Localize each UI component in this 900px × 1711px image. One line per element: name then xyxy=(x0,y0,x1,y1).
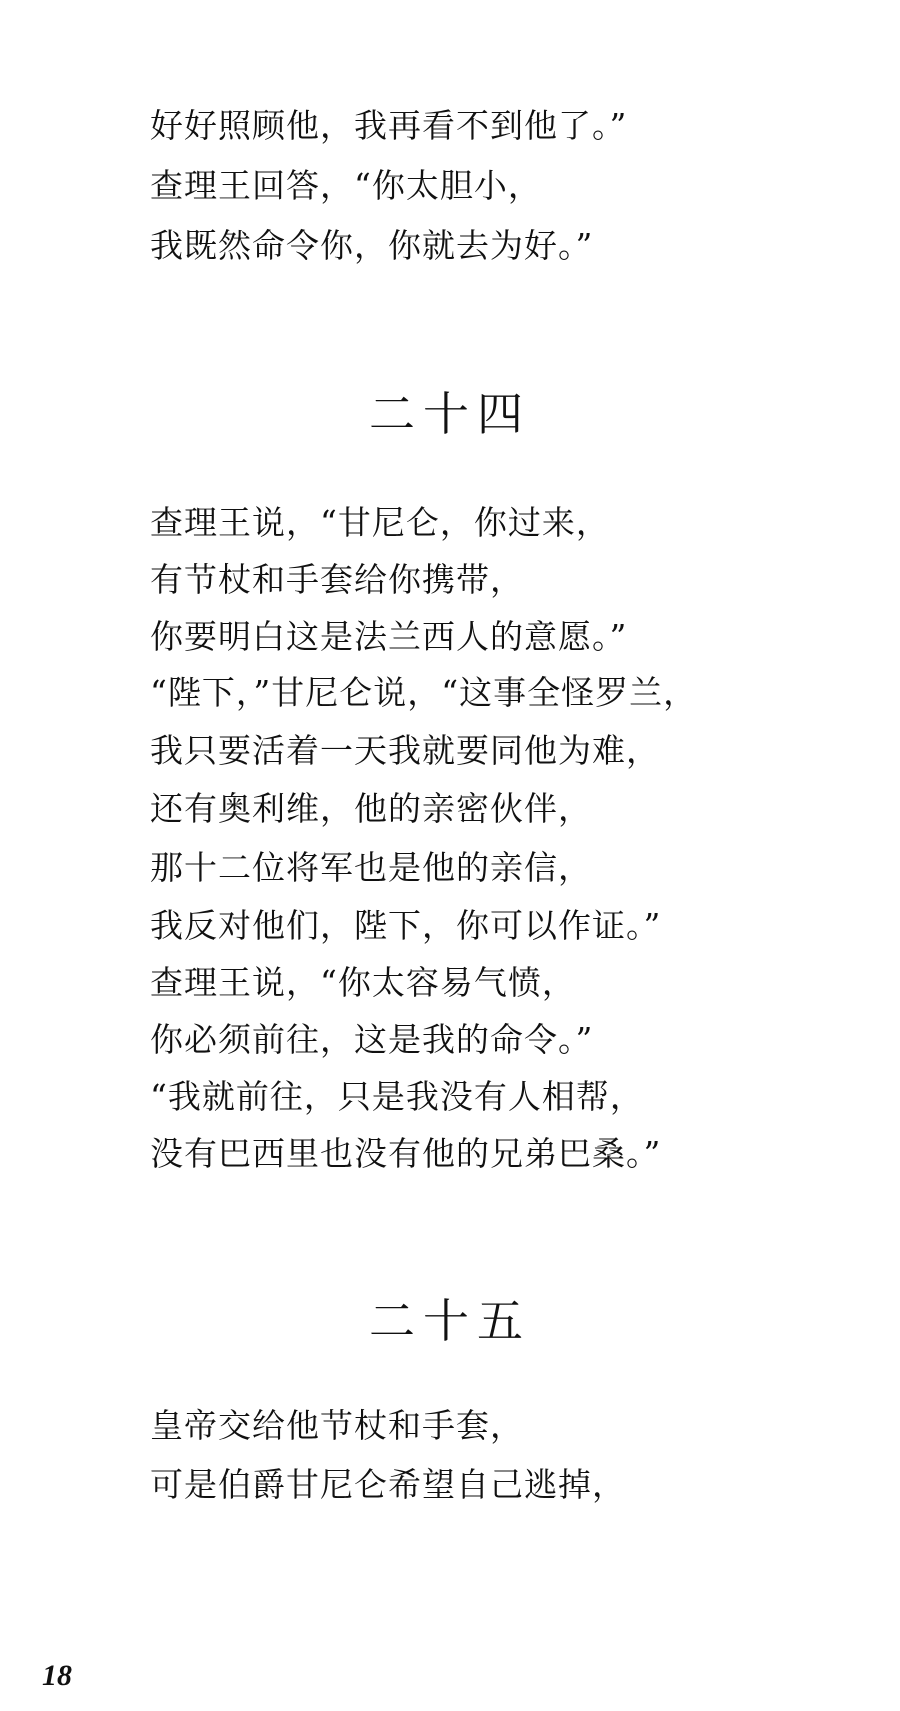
verse-line: 查理王说，“甘尼仑，你过来， xyxy=(150,503,610,542)
verse-line: 有节杖和手套给你携带， xyxy=(150,560,524,599)
stanza-heading: 二十五 xyxy=(369,1294,531,1348)
verse-line: 查理王回答，“你太胆小， xyxy=(150,166,542,205)
verse-line: 你必须前往，这是我的命令。” xyxy=(150,1020,594,1059)
verse-line: 皇帝交给他节杖和手套， xyxy=(150,1406,524,1445)
verse-line: 我只要活着一天我就要同他为难， xyxy=(150,731,660,770)
verse-line: 还有奥利维，他的亲密伙伴， xyxy=(150,789,592,828)
verse-line: 那十二位将军也是他的亲信， xyxy=(150,848,592,887)
verse-line: 我反对他们，陛下，你可以作证。” xyxy=(150,906,662,945)
verse-line: 我既然命令你，你就去为好。” xyxy=(150,226,594,265)
verse-line: 没有巴西里也没有他的兄弟巴桑。” xyxy=(150,1134,662,1173)
page-number: 18 xyxy=(42,1659,72,1692)
verse-line: “我就前往，只是我没有人相帮， xyxy=(150,1077,644,1116)
verse-line: 可是伯爵甘尼仑希望自己逃掉， xyxy=(150,1465,626,1504)
verse-line: “陛下，”甘尼仑说，“这事全怪罗兰， xyxy=(150,673,698,712)
verse-line: 好好照顾他，我再看不到他了。” xyxy=(150,106,628,145)
verse-line: 查理王说，“你太容易气愤， xyxy=(150,963,576,1002)
stanza-heading: 二十四 xyxy=(369,387,531,441)
verse-line: 你要明白这是法兰西人的意愿。” xyxy=(150,617,628,656)
